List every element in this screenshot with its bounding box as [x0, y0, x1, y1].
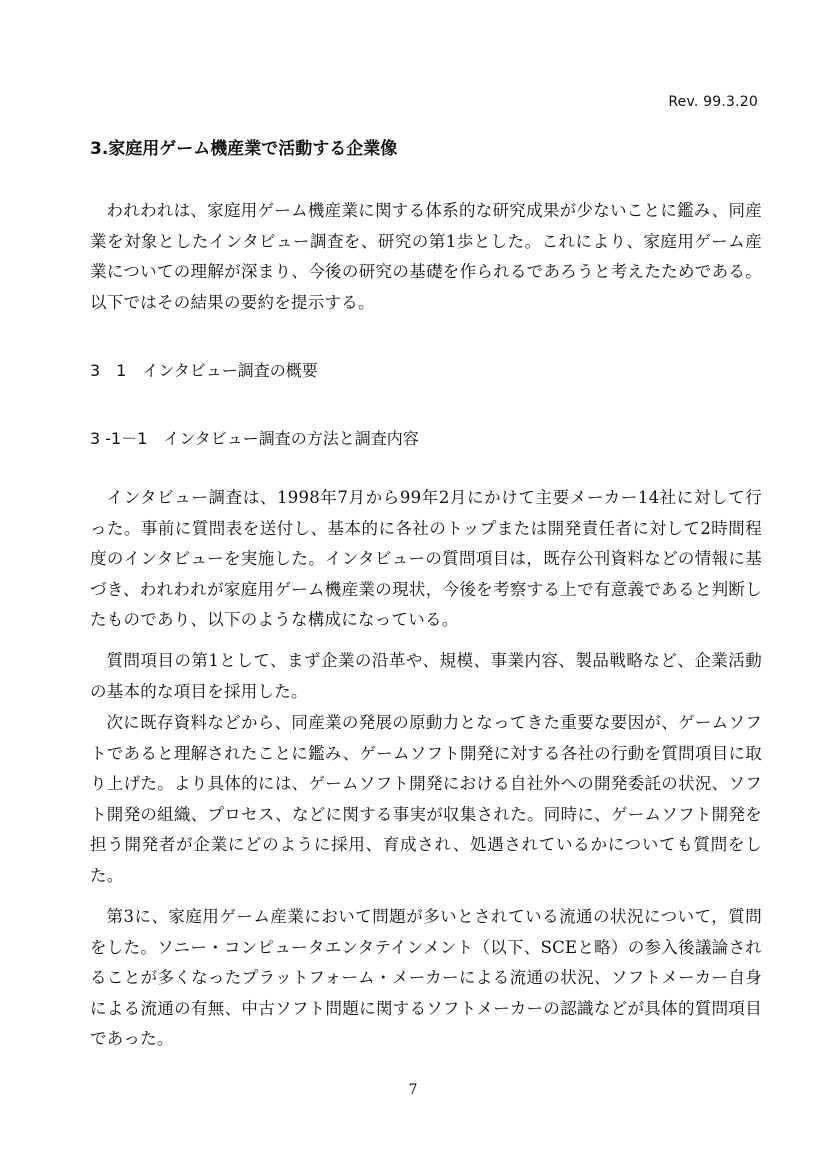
- subsection-heading: 3 1 インタビュー調査の概要: [90, 361, 318, 380]
- body-paragraph: 第3に、家庭用ゲーム産業において問題が多いとされている流通の状況について，質問をした。ソニー・コンピュータエンタテインメント（以下、SCEと略）の参入後議論されることが多くなったプラットフォーム・メーカーによる流通の状況、ソフトメーカー自身による流通の有無、中古ソフト問題に関するソフトメーカーの認識などが具体的質問項目であった。: [90, 907, 762, 1049]
- body-paragraph: インタビュー調査は、1998年7月から99年2月にかけて主要メーカー14社に対して行った。事前に質問表を送付し、基本的に各社のトップまたは開発責任者に対して2時間程度のインタビューを実施した。インタビューの質問項目は，既存公刊資料などの情報に基づき、われわれが家庭用ゲーム機産業の現状，今後を考察する上で有意義であると判断したものであり、以下のような構成になっている。: [90, 488, 762, 630]
- section-title: 3.家庭用ゲーム機産業で活動する企業像: [90, 139, 398, 159]
- subsubsection-heading: 3 -1－1 インタビュー調査の方法と調査内容: [90, 429, 419, 448]
- body-paragraph: 次に既存資料などから、同産業の発展の原動力となってきた重要な要因が、ゲームソフトであると理解されたことに鑑み、ゲームソフト開発に対する各社の行動を質問項目に取り上げた。より具体的には、ゲームソフト開発における自社外への開発委託の状況、ソフト開発の組織、プロセス、などに関する事実が収集された。同時に、ゲームソフト開発を担う開発者が企業にどのように採用、育成され、処遇されているかについても質問をした。: [90, 713, 762, 885]
- body-paragraph: 質問項目の第1として、まず企業の沿革や、規模、事業内容、製品戦略など、企業活動の基本的な項目を採用した。: [90, 651, 762, 701]
- page-number: 7: [408, 1082, 418, 1098]
- intro-paragraph: われわれは、家庭用ゲーム機産業に関する体系的な研究成果が少ないことに鑑み、同産業を対象としたインタビュー調査を、研究の第1歩とした。これにより、家庭用ゲーム産業についての理解が深まり、今後の研究の基礎を作られるであろうと考えたためである。以下ではその結果の要約を提示する。: [90, 201, 762, 312]
- revision-label: Rev. 99.3.20: [668, 94, 758, 110]
